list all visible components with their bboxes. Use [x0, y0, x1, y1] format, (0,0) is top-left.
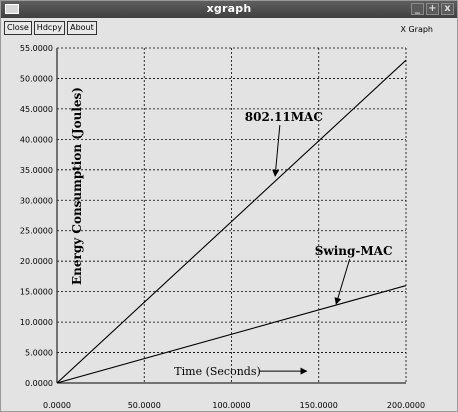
minimize-button[interactable]: _ — [411, 3, 424, 15]
x-tick-label: 150.0000 — [299, 401, 338, 410]
annotation-arrow — [275, 125, 280, 176]
y-tick-label: 40.0000 — [19, 135, 53, 145]
y-tick-label: 20.0000 — [19, 257, 53, 267]
graph-name-label: X Graph — [400, 25, 433, 34]
y-tick-label: 10.0000 — [19, 318, 53, 328]
y-tick-label: 45.0000 — [19, 104, 53, 114]
x-tick-label: 100.0000 — [212, 401, 251, 410]
annotation-label: 802.11MAC — [244, 110, 323, 125]
x-tick-label: 200.0000 — [386, 401, 426, 410]
y-tick-label: 55.0000 — [19, 44, 53, 53]
hardcopy-button[interactable]: Hdcpy — [34, 21, 65, 35]
y-tick-label: 5.0000 — [25, 348, 53, 358]
y-tick-label: 30.0000 — [19, 196, 53, 206]
grid-layer — [57, 48, 406, 383]
maximize-button[interactable]: + — [426, 3, 439, 15]
annotation-arrow — [336, 259, 349, 304]
y-axis-title: Energy Consumption (Joules) — [70, 87, 84, 285]
x-tick-label: 50.0000 — [127, 401, 161, 410]
y-tick-label: 25.0000 — [19, 226, 53, 236]
annotation-label: Swing-MAC — [314, 244, 393, 259]
y-tick-label: 35.0000 — [19, 165, 53, 175]
y-tick-label: 50.0000 — [19, 74, 53, 84]
y-tick-label: 15.0000 — [19, 287, 53, 297]
close-button[interactable]: Close — [4, 21, 32, 35]
about-button[interactable]: About — [67, 21, 97, 35]
annotation-label: Time (Seconds) — [174, 365, 261, 379]
chart-plot — [1, 1, 457, 411]
y-tick-label: 0.0000 — [25, 379, 53, 388]
close-window-button[interactable]: x — [441, 3, 454, 15]
window-title: xgraph — [206, 2, 252, 15]
x-tick-label: 0.0000 — [43, 401, 71, 410]
